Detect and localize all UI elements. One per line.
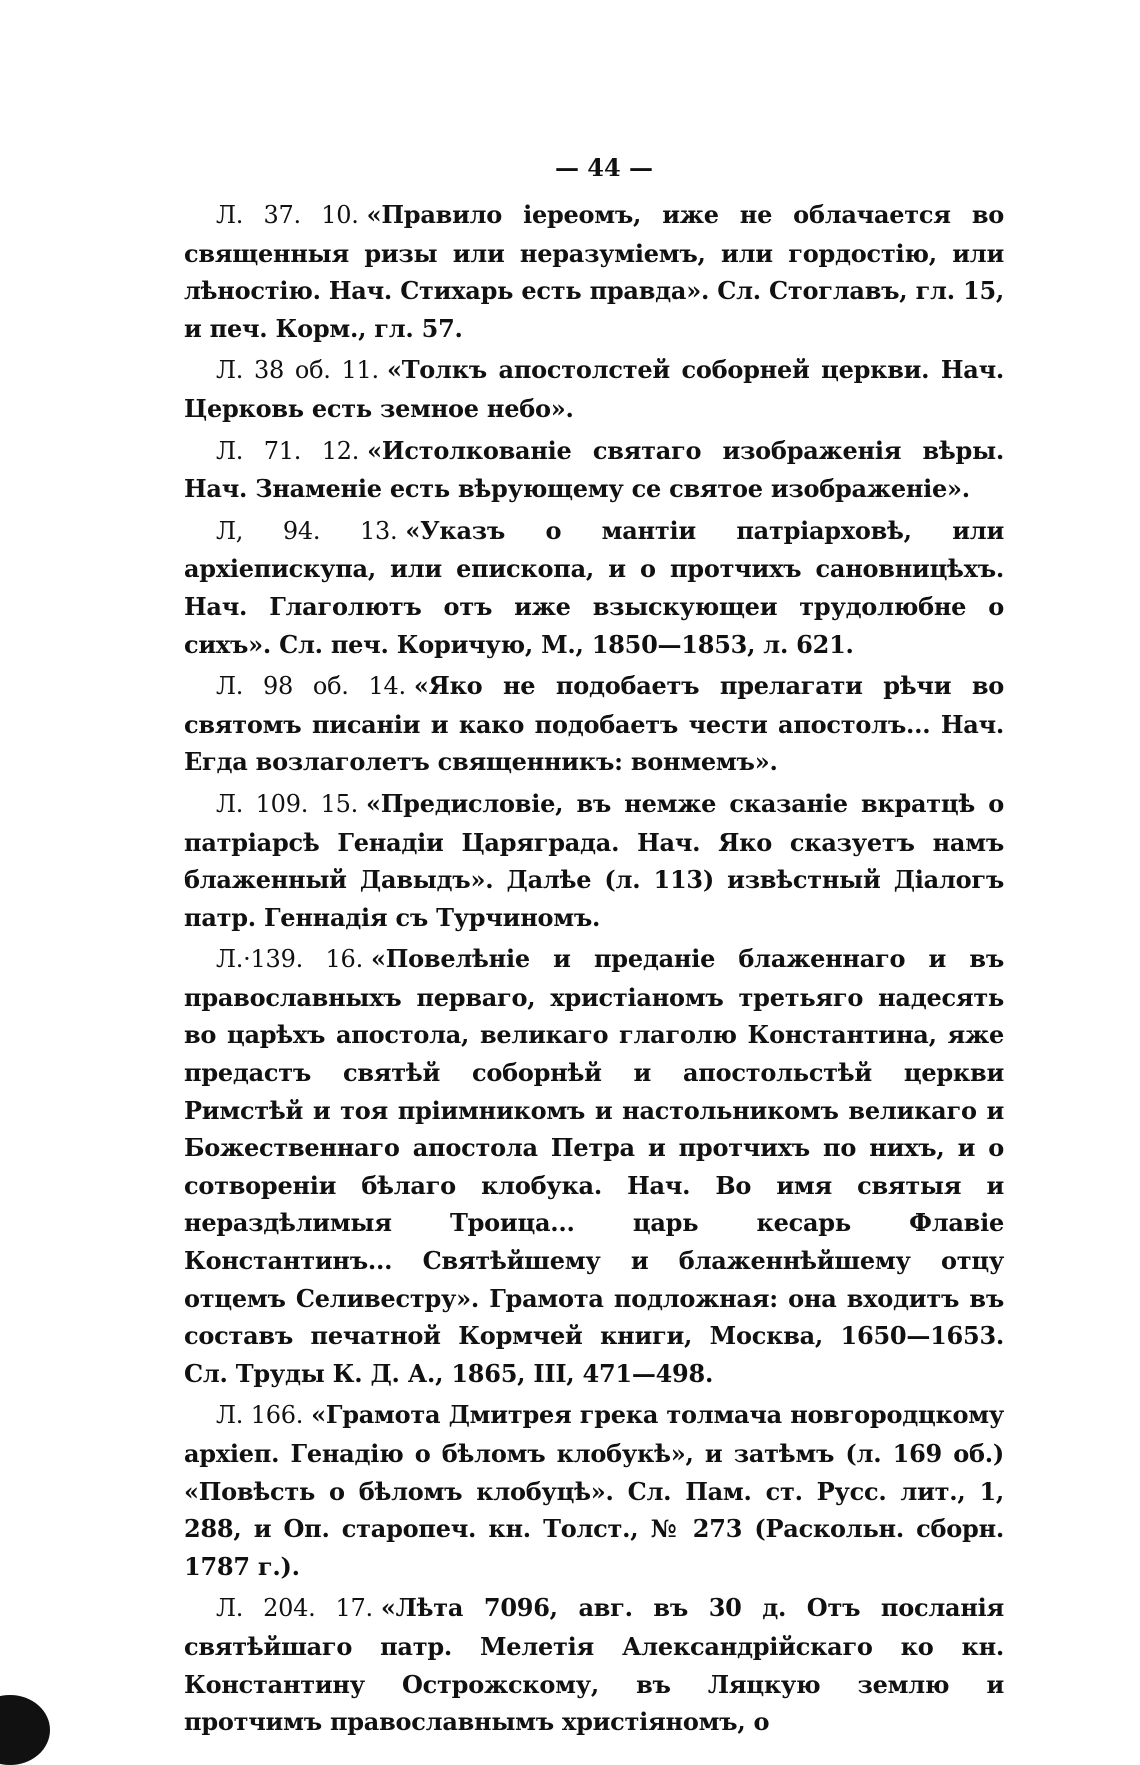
- entry-text: «Лѣта 7096, авг. въ 30 д. Отъ посланiя святѣйшаго патр. Мелетiя Александрiйскаго ко кн. Константину Острожскому, въ Ляцкую землю и протчимъ православнымъ христiяномъ, о: [184, 1593, 1004, 1737]
- catalog-entry-10: [184, 196, 1004, 347]
- entry-text: «Повелѣнiе и преданiе блаженнаго и въ православныхъ перваго, христiаномъ третьяго надесять во царѣхъ апостола, великаго глаголю Константина, яже предастъ святѣй соборнѣй и апостольстѣй церкви Римстѣй и тоя прiимникомъ и настольникомъ великаго и Божественнаго апостола Петра и протчихъ по нихъ, и о сотворенiи бѣлаго клобука. Нач. Во имя святыя и нераздѣлимыя Троица... царь кесарь Флавiе Константинъ... Святѣйшему и блаженнѣйшему отцу отцемъ Селивестру». Грамота подложная: она входитъ въ составъ печатной Кормчей книги, Москва, 1650—1653. Сл. Труды К. Д. А., 1865, III, 471—498.: [184, 944, 1004, 1388]
- catalog-entry-14: [184, 667, 1004, 781]
- entry-text: «Грамота Дмитрея грека толмача новгородцкому архiеп. Генадiю о бѣломъ клобукѣ», и затѣмъ (л. 169 об.) «Повѣсть о бѣломъ клобуцѣ». Сл. Пам. ст. Русс. лит., 1, 288, и Оп. старопеч. кн. Толст., № 273 (Раскольн. сборн. 1787 г.).: [184, 1400, 1004, 1581]
- catalog-entry-11: [184, 351, 1004, 427]
- catalog-entry-166: [184, 1396, 1004, 1585]
- entry-text: «Предисловiе, въ немже сказанiе вкратцѣ о патрiарсѣ Генадiи Царяграда. Нач. Яко сказуетъ намъ блаженный Давыдъ». Далѣе (л. 113) извѣстный Дiалогъ патр. Геннадiя съ Турчиномъ.: [184, 788, 1004, 932]
- entry-folio-label: Л. 98 об. 14.: [216, 672, 406, 701]
- catalog-entry-12: [184, 432, 1004, 508]
- entry-folio-label: Л. 109. 15.: [216, 789, 358, 818]
- entry-text: «Толкъ апостолстей соборней церкви. Нач. Церковь есть земное небо».: [184, 355, 1004, 423]
- page-number: — 44 —: [554, 153, 654, 182]
- scan-thumb-shadow: [0, 1695, 50, 1765]
- book-page: [184, 150, 1005, 1737]
- entry-folio-label: Л. 204. 17.: [216, 1594, 373, 1623]
- catalog-entry-13: [184, 512, 1004, 663]
- entry-folio-label: Л, 94. 13.: [216, 516, 398, 545]
- entry-text: «Яко не подобаетъ прелагати рѣчи во святомъ писанiи и како подобаетъ чести апостолъ... Нач. Егда возлаголетъ священникъ: вонмемъ».: [184, 671, 1005, 777]
- catalog-entry-17: [184, 1589, 1004, 1740]
- catalog-entry-16: [184, 940, 1004, 1392]
- entry-folio-label: Л. 38 об. 11.: [216, 356, 379, 385]
- entry-text: «Истолкованiе святаго изображенiя вѣры. Нач. Знаменiе есть вѣрующему се святое изображенiе».: [184, 435, 1005, 504]
- catalog-entry-15: [184, 785, 1004, 936]
- entry-folio-label: Л. 166.: [216, 1401, 304, 1430]
- entry-folio-label: Л. 37. 10.: [216, 201, 359, 229]
- entry-text: «Указъ о мантiи патрiарховѣ, или архiепискупа, или епископа, и о протчихъ сановницѣхъ. Нач. Глаголютъ отъ иже взыскующеи трудолюбне о сихъ». Сл. печ. Коричую, М., 1850—1853, л. 621.: [184, 515, 1004, 659]
- entry-folio-label: Л. 71. 12.: [216, 436, 360, 465]
- entry-folio-label: Л.·139. 16.: [216, 945, 363, 974]
- entry-text: «Правило iереомъ, иже не облачается во священныя ризы или неразумiемъ, или гордостiю, или лѣностiю. Нач. Стихарь есть правда». Сл. Стоглавъ, гл. 15, и печ. Корм., гл. 57.: [184, 200, 1005, 343]
